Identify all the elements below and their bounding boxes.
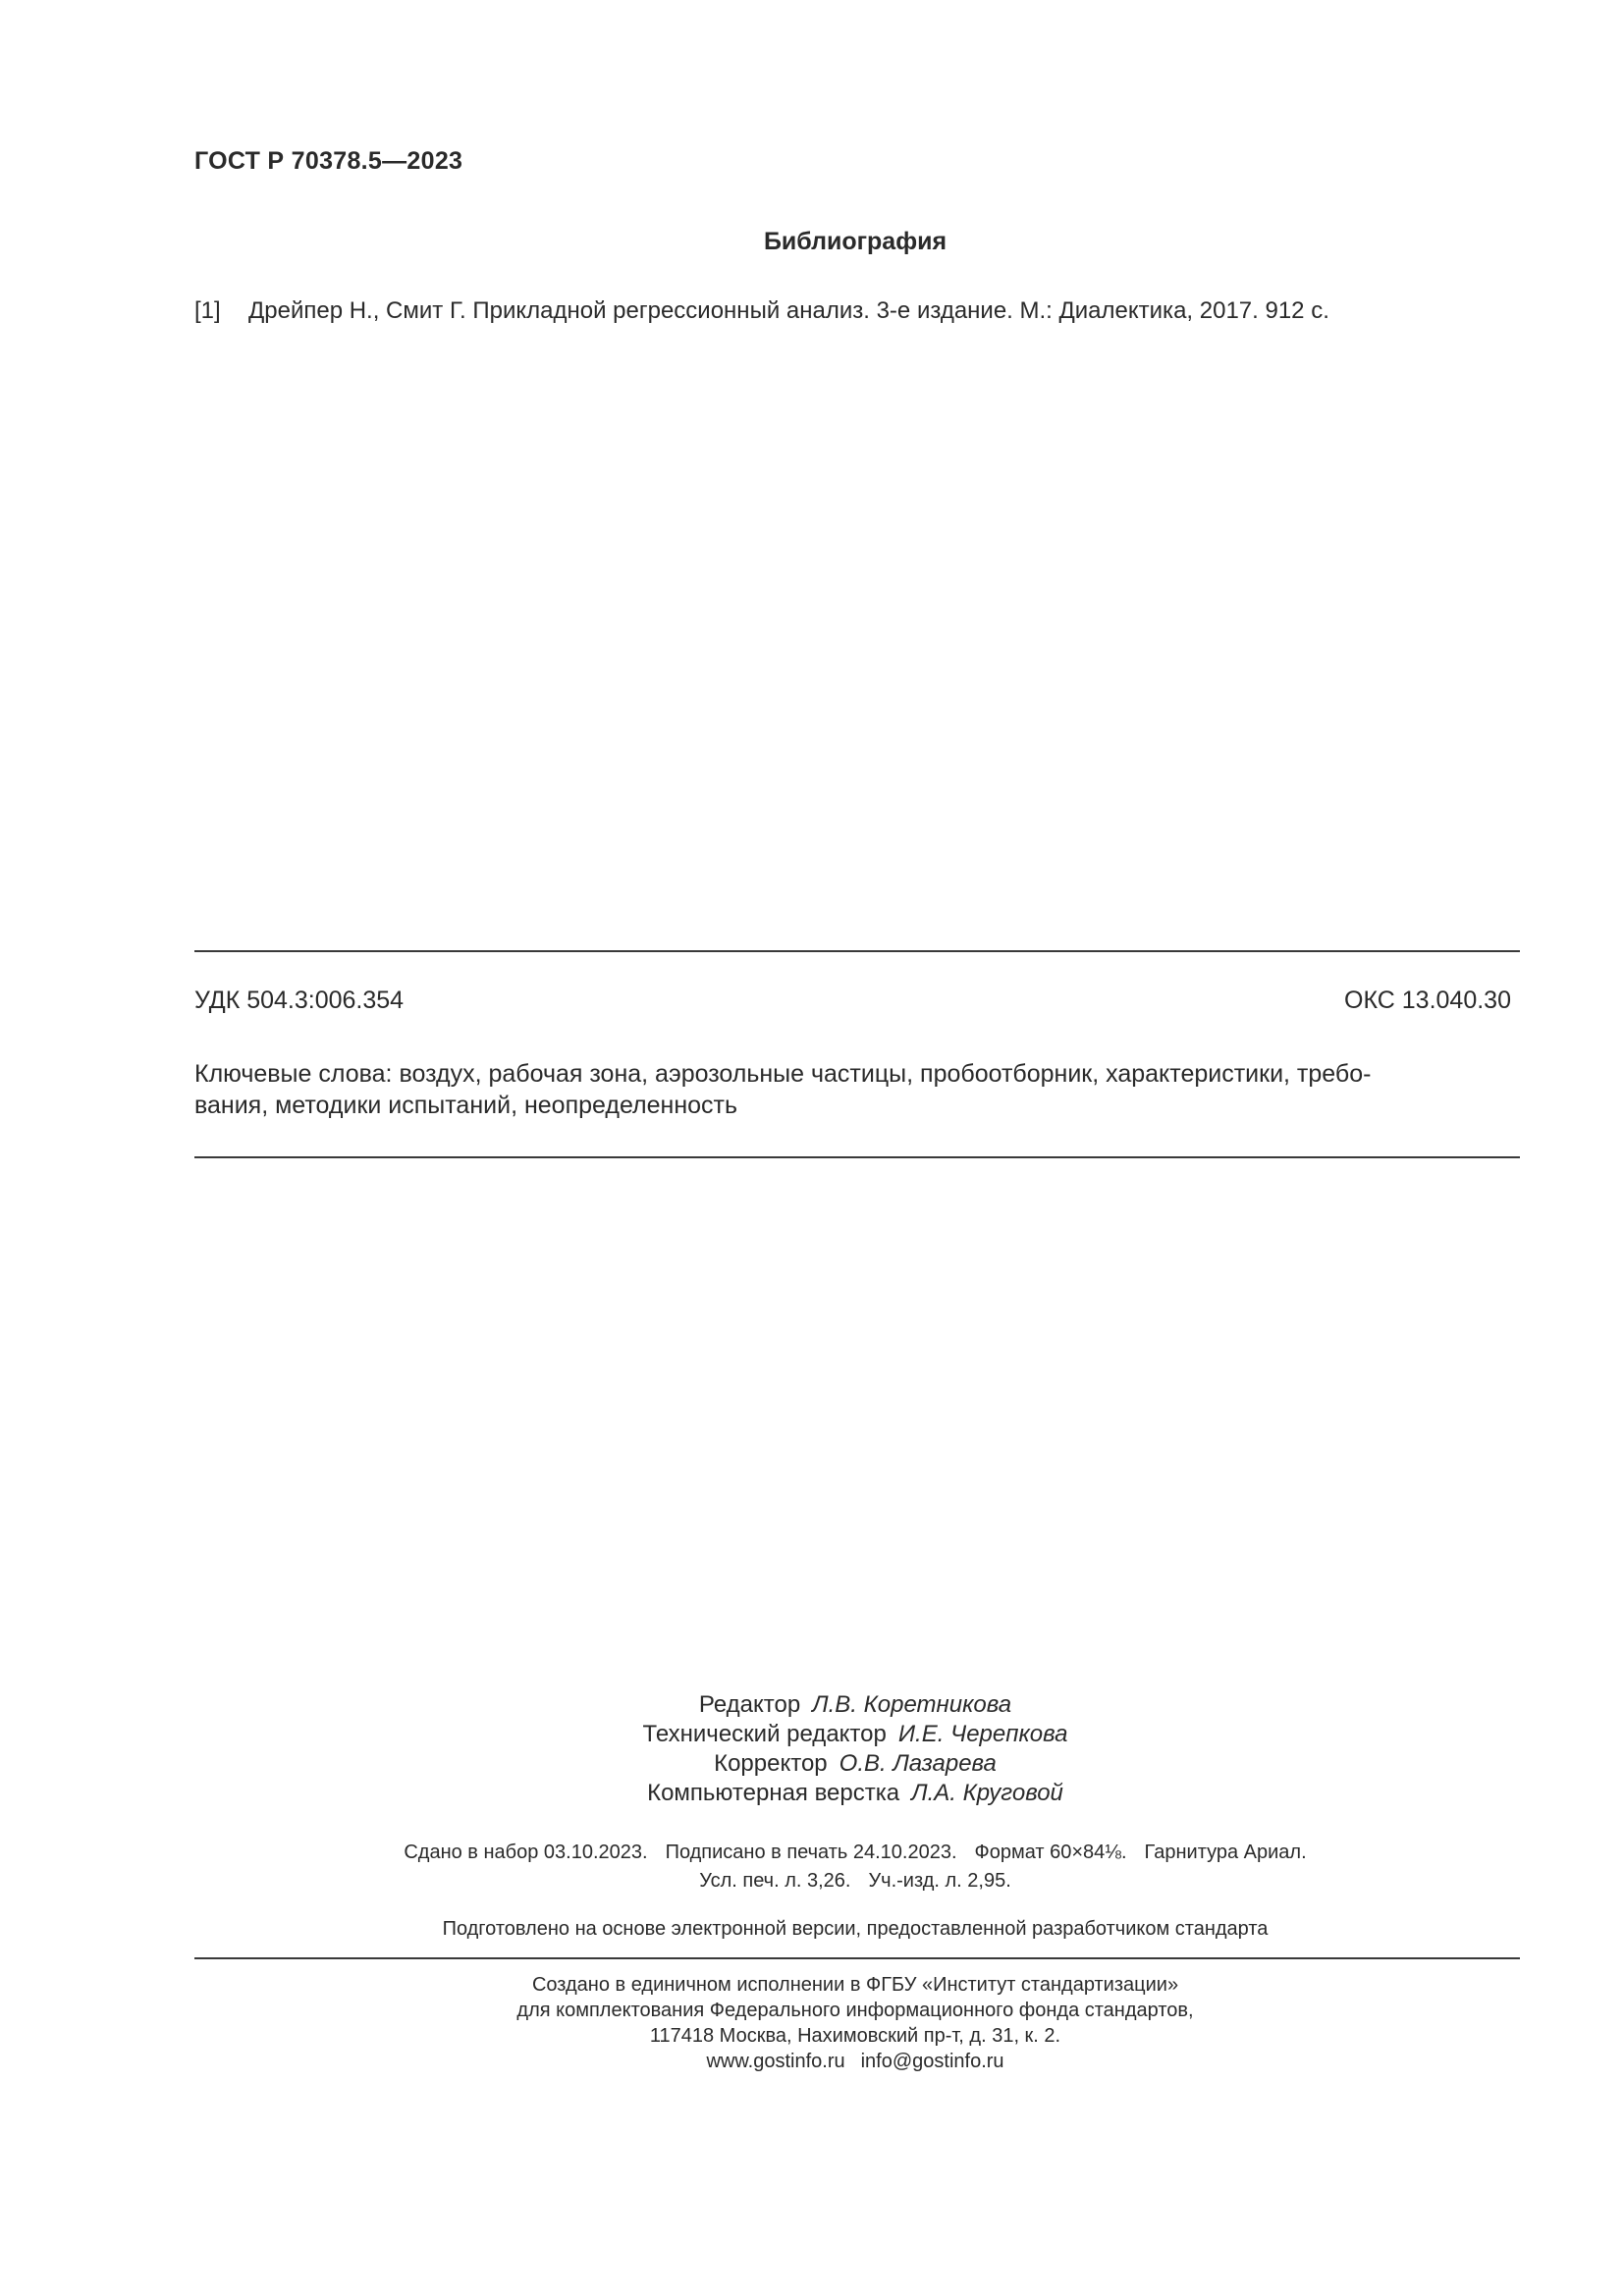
divider-middle <box>194 1156 1520 1158</box>
keywords-line-2: вания, методики испытаний, неопределенность <box>194 1092 738 1119</box>
keywords-line-1: Ключевые слова: воздух, рабочая зона, аэрозольные частицы, пробоотборник, характеристики, требо- <box>194 1060 1372 1088</box>
oks-code: ОКС 13.040.30 <box>1344 987 1511 1014</box>
publisher-line-3: 117418 Москва, Нахимовский пр-т, д. 31, к. 2. <box>649 2025 1061 2047</box>
submitted-date: Сдано в набор 03.10.2023. <box>404 1842 648 1863</box>
divider-bottom <box>194 1957 1520 1959</box>
edition-sheets: Уч.-изд. л. 2,95. <box>868 1870 1011 1892</box>
credit-role: Редактор <box>698 1691 801 1718</box>
email-link[interactable]: info@gostinfo.ru <box>860 2051 1004 2072</box>
print-info <box>0 1839 1624 1896</box>
udk-code: УДК 504.3:006.354 <box>194 987 405 1014</box>
bibliography-title: Библиография <box>763 228 947 255</box>
credit-name: О.В. Лазарева <box>839 1750 997 1777</box>
credit-layout <box>0 1779 1624 1808</box>
publisher-block <box>0 1972 1624 2074</box>
credit-role: Компьютерная верстка <box>647 1780 900 1806</box>
document-number: ГОСТ Р 70378.5—2023 <box>194 147 463 175</box>
credit-role: Технический редактор <box>642 1721 887 1747</box>
print-info-line-2 <box>0 1867 1624 1896</box>
credits-block <box>0 1690 1624 1808</box>
publisher-line-2: для комплектования Федерального информационного фонда стандартов, <box>516 2000 1194 2021</box>
credit-proofreader <box>0 1749 1624 1779</box>
credit-technical-editor <box>0 1720 1624 1749</box>
print-info-line-1 <box>0 1839 1624 1867</box>
publisher-contacts <box>0 2049 1624 2074</box>
keywords <box>194 1058 1520 1121</box>
divider-top <box>194 950 1520 952</box>
print-sheets: Усл. печ. л. 3,26. <box>699 1870 851 1892</box>
credit-name: Л.В. Коретникова <box>812 1691 1012 1718</box>
prepared-note: Подготовлено на основе электронной версии, предоставленной разработчиком стандарта <box>442 1918 1269 1940</box>
credit-editor <box>0 1690 1624 1720</box>
credit-name: Л.А. Круговой <box>911 1780 1063 1806</box>
signed-date: Подписано в печать 24.10.2023. <box>665 1842 957 1863</box>
bibliography-entry-text: Дрейпер Н., Смит Г. Прикладной регрессионный анализ. 3-е издание. М.: Диалектика, 2017. 912 с. <box>248 297 1329 324</box>
typeface: Гарнитура Ариал. <box>1144 1842 1307 1863</box>
bibliography-entry-number: [1] <box>194 297 221 324</box>
paper-format: Формат 60×84⅛. <box>974 1842 1127 1863</box>
publisher-line-1: Создано в единичном исполнении в ФГБУ «Институт стандартизации» <box>531 1974 1179 1996</box>
bibliography-entry <box>194 297 1329 325</box>
website-link[interactable]: www.gostinfo.ru <box>706 2051 845 2072</box>
credit-role: Корректор <box>714 1750 828 1777</box>
credit-name: И.Е. Черепкова <box>897 1721 1068 1747</box>
